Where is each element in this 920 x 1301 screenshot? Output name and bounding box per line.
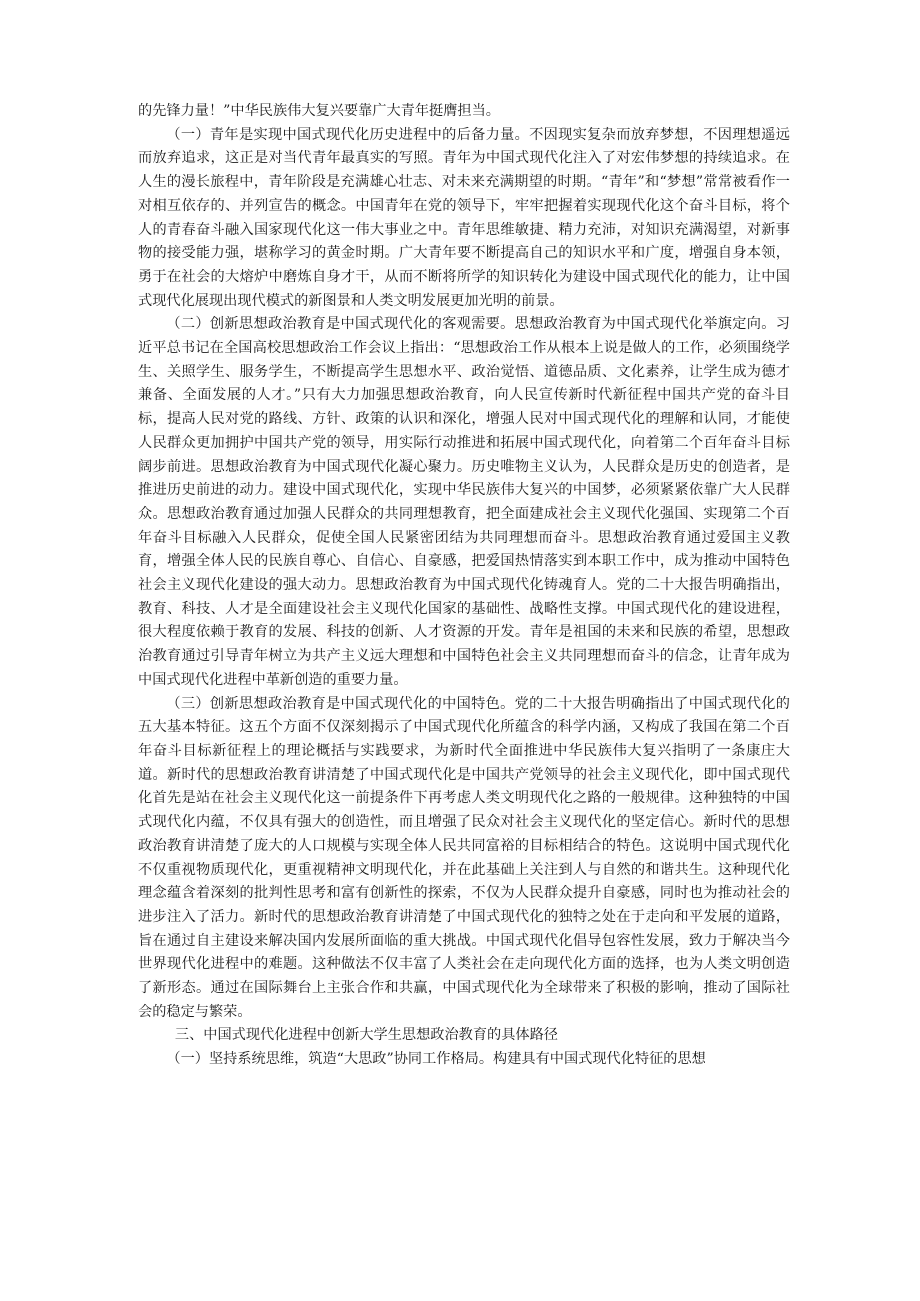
paragraph-youth-reserve-force: （一）青年是实现中国式现代化历史进程中的后备力量。不因现实复杂而放弃梦想，不因理想遥远而放弃追求，这正是对当代青年最真实的写照。青年为中国式现代化注入了对宏伟梦想的持续追求。在人生的漫长旅程中，青年阶段是充满雄心壮志、对未来充满期望的时期。“青年”和“梦想”常常被看作一对相互依存的、并列宣告的概念。中国青年在党的领导下，牢牢把握着实现现代化这个奋斗目标，将个人的青春奋斗融入国家现代化这一伟大事业之中。青年思维敏捷、精力充沛，对知识充满渴望，对新事物的接受能力强，堪称学习的黄金时期。广大青年要不断提高自己的知识水平和广度，增强自身本领，勇于在社会的大熔炉中磨炼自身才干，从而不断将所学的知识转化为建设中国式现代化的能力，让中国式现代化展现出现代模式的新图景和人类文明发展更加光明的前景。: [138, 126, 790, 309]
paragraph-objective-need: （二）创新思想政治教育是中国式现代化的客观需要。思想政治教育为中国式现代化举旗定向。习近平总书记在全国高校思想政治工作会议上指出：“思想政治工作从根本上说是做人的工作，必须围绕学生、关照学生、服务学生，不断提高学生思想水平、政治觉悟、道德品质、文化素养，让学生成为德才兼备、全面发展的人才。”只有大力加强思想政治教育，向人民宣传新时代新征程中国共产党的奋斗目标，提高人民对党的路线、方针、政策的认识和深化，增强人民对中国式现代化的理解和认同，才能使人民群众更加拥护中国共产党的领导，用实际行动推进和拓展中国式现代化，向着第二个百年奋斗目标阔步前进。思想政治教育为中国式现代化凝心聚力。历史唯物主义认为，人民群众是历史的创造者，是推进历史前进的动力。建设中国式现代化，实现中华民族伟大复兴的中国梦，必须紧紧依靠广大人民群众。思想政治教育通过加强人民群众的共同理想教育，把全面建成社会主义现代化强国、实现第二个百年奋斗目标融入人民群众，促使全国人民紧密团结为共同理想而奋斗。思想政治教育通过爱国主义教育，增强全体人民的民族自尊心、自信心、自豪感，把爱国热情落实到本职工作中，成为推动中国特色社会主义现代化建设的强大动力。思想政治教育为中国式现代化铸魂育人。党的二十大报告明确指出，教育、科技、人才是全面建设社会主义现代化国家的基础性、战略性支撑。中国式现代化的建设进程，很大程度依赖于教育的发展、科技的创新、人才资源的开发。青年是祖国的未来和民族的希望，思想政治教育通过引导青年树立为共产主义远大理想和中国特色社会主义共同理想而奋斗的信念，让青年成为中国式现代化进程中革新创造的重要力量。: [138, 316, 790, 688]
paragraph-chinese-characteristics: （三）创新思想政治教育是中国式现代化的中国特色。党的二十大报告明确指出了中国式现代化的五大基本特征。这五个方面不仅深刻揭示了中国式现代化所蕴含的科学内涵，又构成了我国在第二个百年奋斗目标新征程上的理论概括与实践要求，为新时代全面推进中华民族伟大复兴指明了一条康庄大道。新时代的思想政治教育讲清楚了中国式现代化是中国共产党领导的社会主义现代化，即中国式现代化首先是站在社会主义现代化这一前提条件下再考虑人类文明现代化之路的一般规律。这种独特的中国式现代化内蕴，不仅具有强大的创造性，而且增强了民众对社会主义现代化的坚定信心。新时代的思想政治教育讲清楚了庞大的人口规模与实现全体人民共同富裕的目标相结合的特色。这说明中国式现代化不仅重视物质现代化，更重视精神文明现代化，并在此基础上关注到人与自然的和谐共生。这种现代化理念蕴含着深刻的批判性思考和富有创新性的探索，不仅为人民群众提升自豪感，同时也为推动社会的进步注入了活力。新时代的思想政治教育讲清楚了中国式现代化的独特之处在于走向和平发展的道路，旨在通过自主建设来解决国内发展所面临的重大挑战。中国式现代化倡导包容性发展，致力于解决当今世界现代化进程中的难题。这种做法不仅丰富了人类社会在走向现代化方面的选择，也为人类文明创造了新形态。通过在国际舞台上主张合作和共赢，中国式现代化为全球带来了积极的影响，推动了国际社会的稳定与繁荣。: [138, 695, 790, 1020]
document-body: [138, 100, 790, 1072]
paragraph-continuation: 的先锋力量！”中华民族伟大复兴要靠广大青年挺膺担当。: [138, 103, 500, 119]
section-heading-three: 三、中国式现代化进程中创新大学生思想政治教育的具体路径: [174, 1027, 558, 1044]
paragraph-systems-thinking: （一）坚持系统思维，筑造“大思政”协同工作格局。构建具有中国式现代化特征的思想: [166, 1051, 706, 1068]
